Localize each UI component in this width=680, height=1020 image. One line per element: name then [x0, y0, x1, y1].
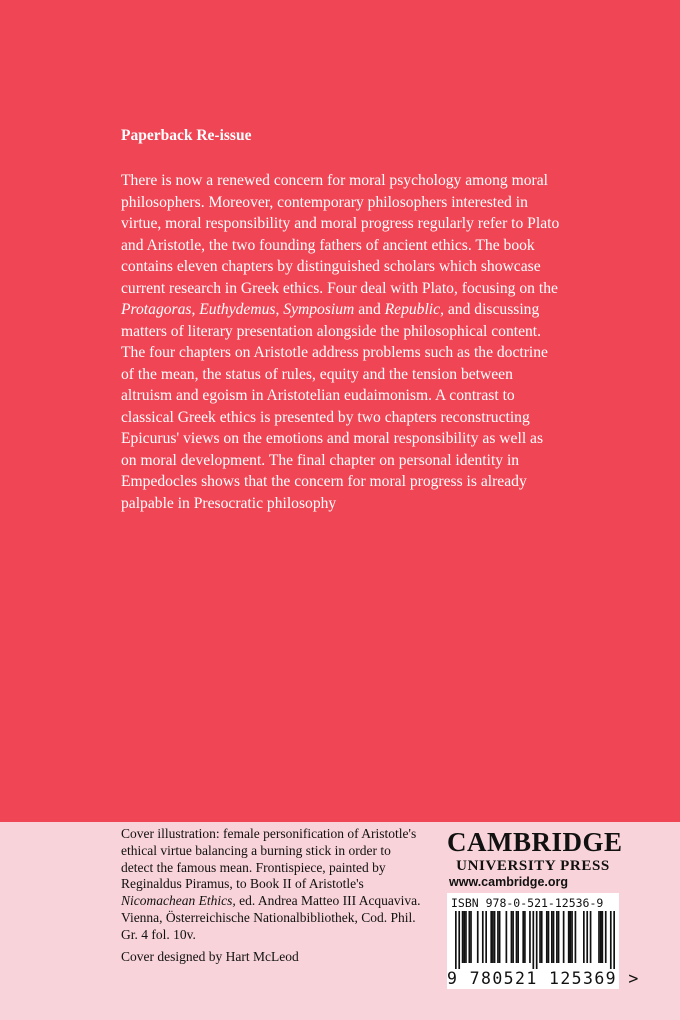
barcode-bar: [605, 911, 607, 963]
barcode-bar: [465, 911, 467, 963]
publisher-logo: [447, 827, 623, 875]
title-symposium: Symposium: [283, 301, 355, 318]
barcode-bar: [522, 911, 524, 963]
barcode-bar: [524, 911, 526, 963]
title-protagoras: Protagoras: [121, 301, 192, 318]
barcode-bar: [610, 911, 612, 969]
barcode-number: 9 780521 125369 >: [447, 969, 640, 988]
credit-text: ed. Andrea Matteo III Acquaviva. Vienna, Österreichische Nationalbibliothek, Cod. Phil. Gr. 4 fol. 10v.: [121, 893, 421, 942]
barcode-bar: [516, 911, 518, 963]
barcode-bar: [570, 911, 572, 963]
barcode-bar: [568, 911, 570, 963]
publisher-subtitle: UNIVERSITY PRESS: [456, 858, 610, 874]
credit-text: Cover illustration: female personification of Aristotle's ethical virtue balancing a burning stick in order to detect the famous mean. Frontispiece, painted by Reginaldus Piramus, to Book II of Aristotle's: [121, 826, 417, 892]
barcode-bar: [553, 911, 555, 963]
publisher-url[interactable]: www.cambridge.org: [449, 875, 569, 889]
barcode-bar: [497, 911, 499, 963]
barcode-box: [447, 893, 640, 989]
description-paragraph: [121, 170, 561, 514]
barcode-bar: [463, 911, 465, 963]
barcode-bar: [600, 911, 602, 963]
barcode-bar: [602, 911, 604, 963]
separator: ,: [275, 301, 284, 318]
credit-work-title: Nicomachean Ethics,: [121, 893, 236, 909]
publisher-name: CAMBRIDGE: [447, 827, 623, 857]
barcode-bar: [512, 911, 514, 963]
cover-credits: [121, 826, 421, 965]
barcode-bar: [458, 911, 460, 969]
barcode-bar: [506, 911, 508, 963]
designer-credit: Cover designed by Hart McLeod: [121, 948, 299, 964]
barcode-bar: [551, 911, 553, 963]
barcode-bar: [558, 911, 560, 963]
barcode-bar: [477, 911, 479, 963]
barcode-bar: [529, 911, 531, 963]
title-republic: Republic: [384, 301, 441, 318]
barcode-bar: [536, 911, 538, 969]
barcode-bar: [468, 911, 470, 963]
barcode-bar: [583, 911, 585, 963]
barcode-bar: [470, 911, 472, 963]
title-euthydemus: Euthydemus: [199, 301, 276, 318]
barcode-icon: [455, 911, 615, 969]
barcode-bar: [548, 911, 550, 963]
barcode-bar: [517, 911, 519, 963]
barcode-bar: [571, 911, 573, 963]
barcode-bar: [482, 911, 484, 963]
barcode-bar: [490, 911, 492, 963]
barcode-bar: [556, 911, 558, 963]
barcode-bar: [586, 911, 588, 963]
barcode-bar: [485, 911, 487, 963]
barcode-bar: [511, 911, 513, 963]
barcode-bar: [590, 911, 592, 963]
barcode-bar: [575, 911, 577, 963]
barcode-bar: [563, 911, 565, 963]
barcode-bar: [546, 911, 548, 963]
illustration-credit: [121, 826, 421, 944]
book-description: [121, 170, 561, 514]
description-text: There is now a renewed concern for moral psychology among moral philosophers. Moreover, contemporary philosophers interested in virtue, moral responsibility and moral progress regularly refer to Plato and Aristotle, the two founding fathers of ancient ethics. The book contains eleven chapters by distinguished scholars which showcase current research in Greek ethics. Four deal with Plato, focusing on the: [121, 172, 560, 297]
barcode-bar: [462, 911, 464, 963]
barcode-bar: [494, 911, 496, 963]
isbn-label: ISBN 978-0-521-12536-9: [451, 896, 604, 910]
barcode-bar: [499, 911, 501, 963]
barcode-bar: [613, 911, 615, 969]
description-text: , and discussing matters of literary presentation alongside the philosophical content. The four chapters on Aristotle address problems such as the doctrine of the mean, the status of rules, equity and the tension between altruism and egoism in Aristotelian eudaimonism. A contrast to classical Greek ethics is presented by two chapters reconstructing Epicurus' views on the emotions and moral responsibility as well as on moral development. The final chapter on personal identity in Empedocles shows that the concern for moral progress is already palpable in Presocratic philosophy: [121, 301, 548, 512]
barcode-bar: [598, 911, 600, 963]
reissue-label: Paperback Re-issue: [121, 127, 252, 144]
separator: ,: [191, 301, 200, 318]
barcode-bar: [532, 911, 534, 969]
barcode-bar: [455, 911, 457, 969]
barcode-bar: [541, 911, 543, 963]
barcode-bar: [492, 911, 494, 963]
barcode-bar: [539, 911, 541, 963]
conjunction: and: [354, 301, 385, 318]
